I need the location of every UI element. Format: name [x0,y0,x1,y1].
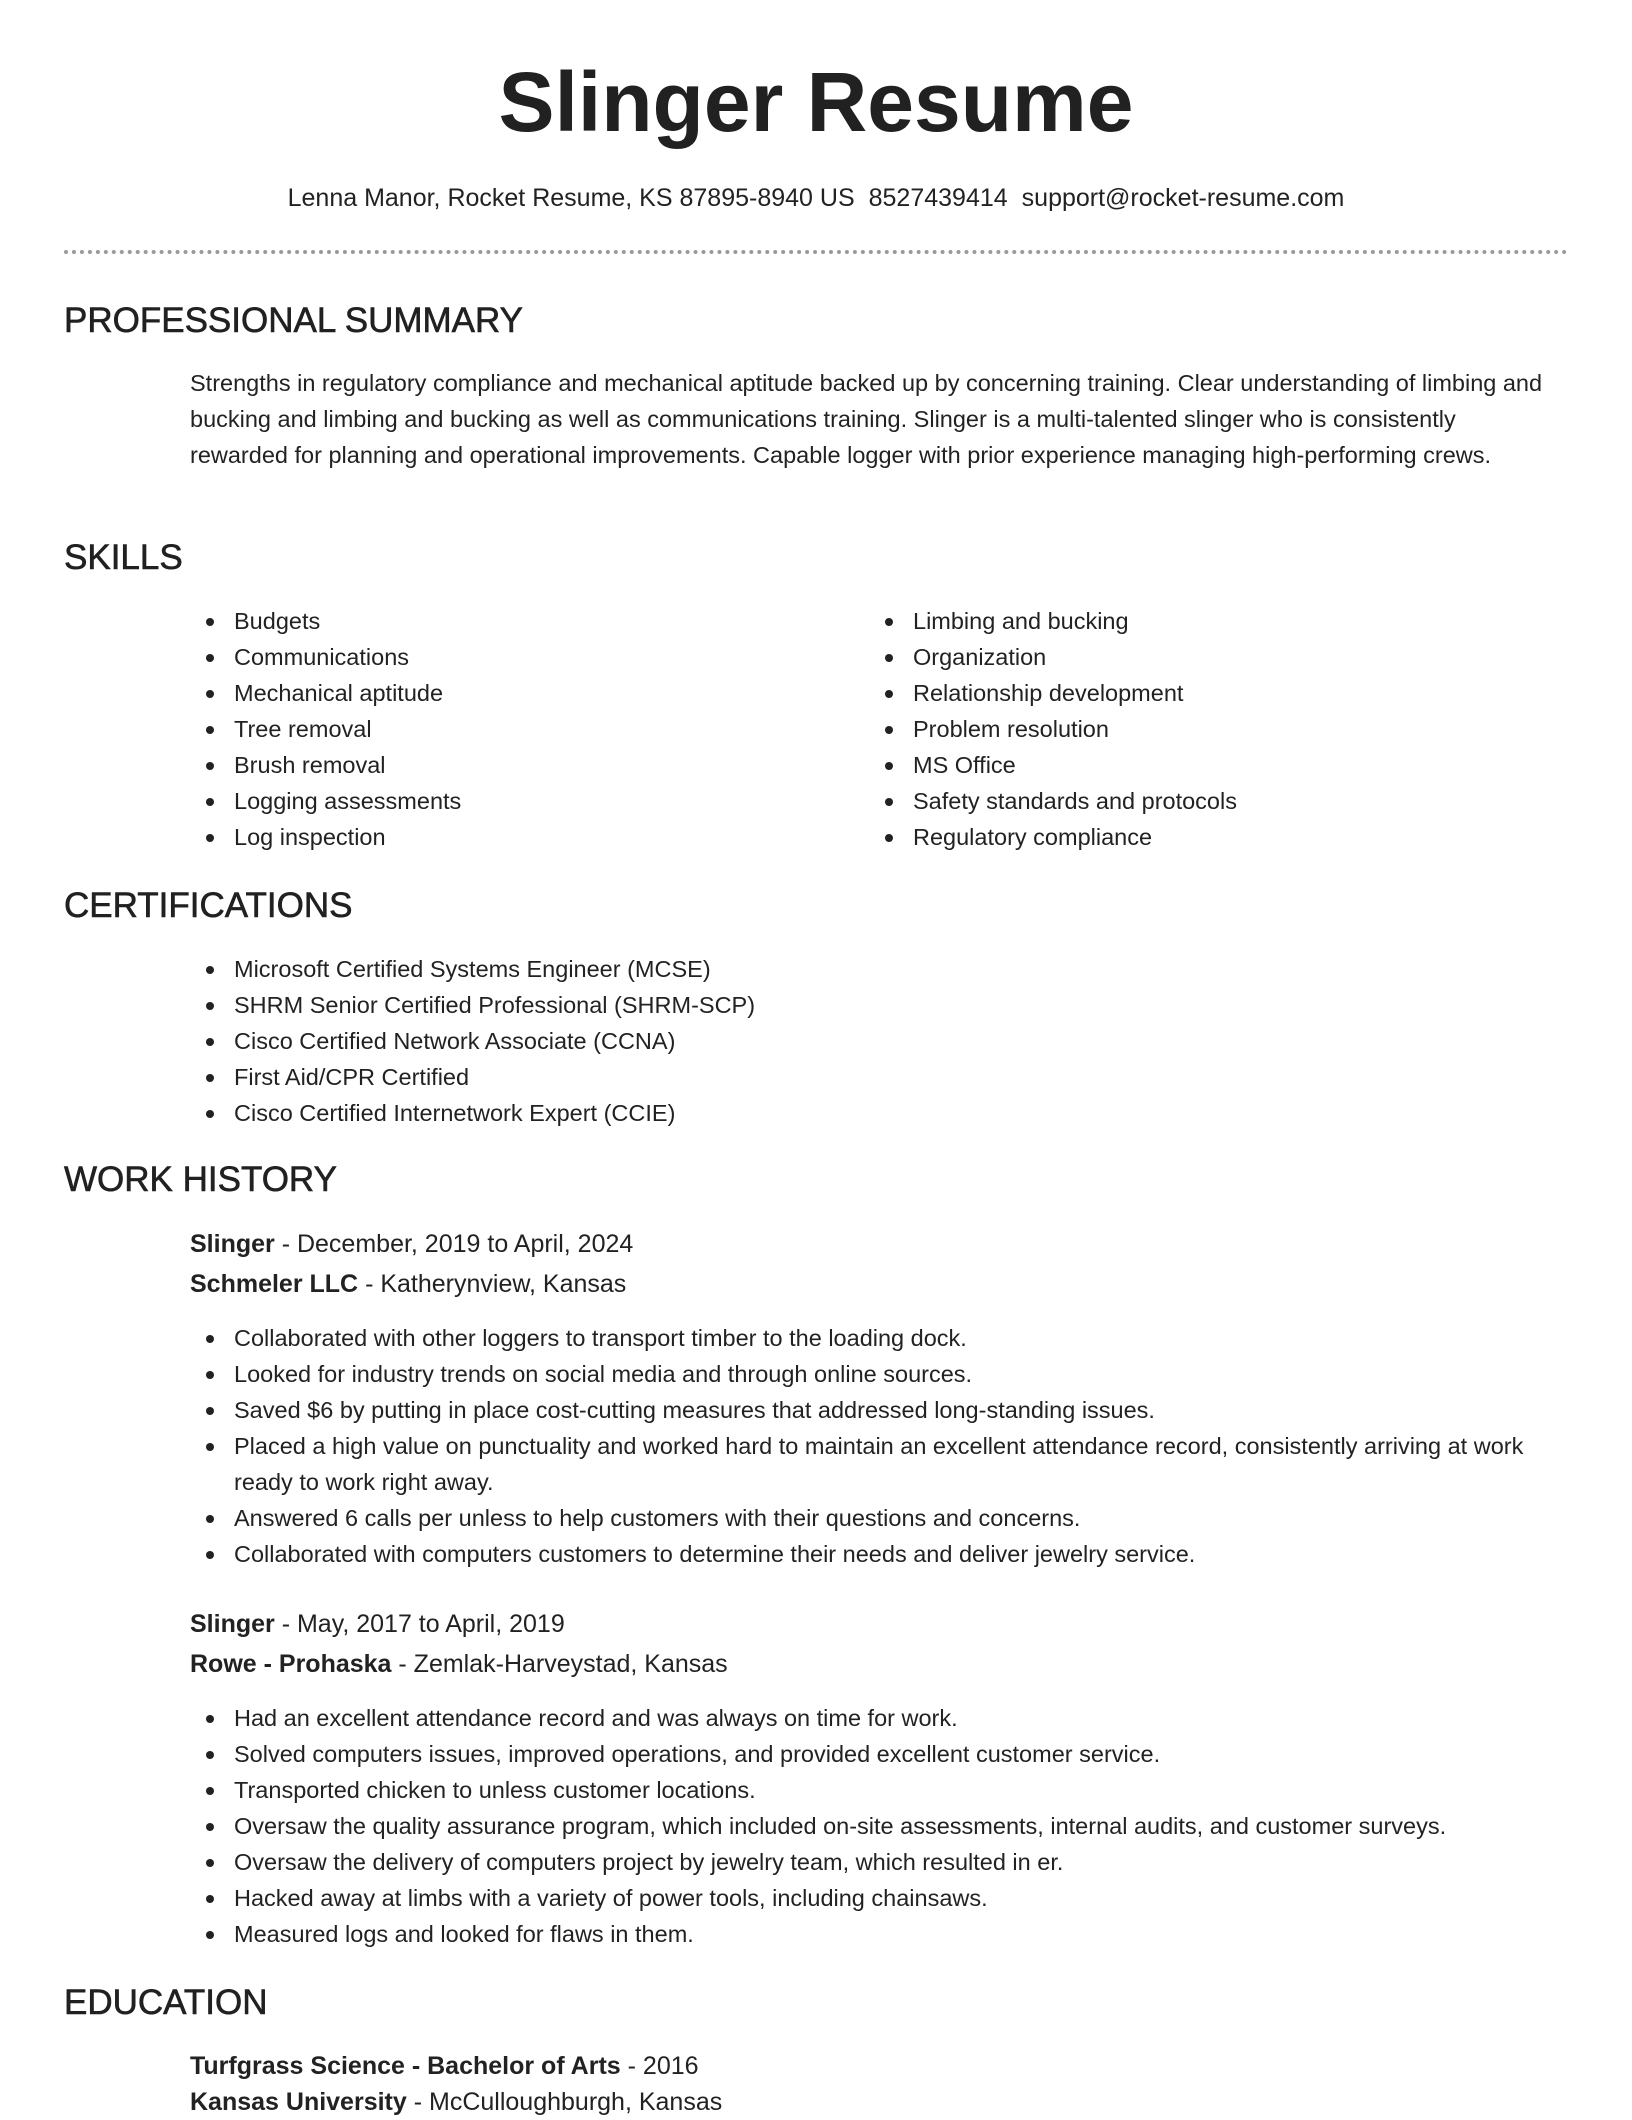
job-title: Slinger [190,1610,275,1638]
list-item: Solved computers issues, improved operations, and provided excellent customer service. [190,1736,1550,1772]
education-degree-line [190,2048,699,2084]
list-item: First Aid/CPR Certified [190,1059,1550,1095]
list-item: Measured logs and looked for flaws in them. [190,1916,1550,1952]
education-location: - McCulloughburgh, Kansas [413,2088,723,2116]
education-heading: EDUCATION [64,1983,268,2022]
list-item: Budgets [190,603,790,639]
certifications-list [190,951,1550,1131]
contact-email[interactable]: support@rocket-resume.com [1021,184,1345,212]
job-location: - Katherynview, Kansas [365,1270,627,1298]
list-item: Regulatory compliance [869,819,1549,855]
job-title: Slinger [190,1230,275,1258]
list-item: Hacked away at limbs with a variety of power tools, including chainsaws. [190,1880,1550,1916]
list-item: Log inspection [190,819,790,855]
list-item: Transported chicken to unless customer locations. [190,1772,1550,1808]
list-item: SHRM Senior Certified Professional (SHRM-SCP) [190,987,1550,1023]
job-company-line [190,1266,626,1302]
list-item: Problem resolution [869,711,1549,747]
list-item: Had an excellent attendance record and was always on time for work. [190,1700,1550,1736]
list-item: Limbing and bucking [869,603,1549,639]
list-item: Mechanical aptitude [190,675,790,711]
skills-list-left [190,603,790,855]
list-item: Communications [190,639,790,675]
certifications-heading: CERTIFICATIONS [64,886,353,925]
list-item: Answered 6 calls per unless to help customers with their questions and concerns. [190,1500,1550,1536]
job-dates: - May, 2017 to April, 2019 [281,1610,565,1638]
work-history-heading: WORK HISTORY [64,1160,337,1199]
summary-heading: PROFESSIONAL SUMMARY [64,301,523,340]
education-school-line [190,2084,722,2120]
skills-heading: SKILLS [64,538,183,577]
job-title-line [190,1226,633,1262]
education-school: Kansas University [190,2088,407,2116]
header-divider [64,250,1568,254]
list-item: Oversaw the delivery of computers project by jewelry team, which resulted in er. [190,1844,1550,1880]
list-item: Saved $6 by putting in place cost-cutting measures that addressed long-standing issues. [190,1392,1550,1428]
job-company-line [190,1646,728,1682]
list-item: Safety standards and protocols [869,783,1549,819]
job-bullets [190,1320,1550,1572]
list-item: Microsoft Certified Systems Engineer (MCSE) [190,951,1550,987]
job-company: Schmeler LLC [190,1270,359,1298]
job-title-line [190,1606,565,1642]
list-item: MS Office [869,747,1549,783]
skills-list-right [869,603,1549,855]
education-degree: Turfgrass Science - Bachelor of Arts [190,2052,621,2080]
summary-text: Strengths in regulatory compliance and mechanical aptitude backed up by concerning training. Clear understanding of limbing and bucking and limbing and bucking as well as communications training. Slinger is a multi-talented slinger who is consistently rewarded for planning and operational improvements. Capable logger with prior experience managing high-performing crews. [190,370,1543,468]
job-dates: - December, 2019 to April, 2024 [281,1230,634,1258]
list-item: Collaborated with computers customers to determine their needs and deliver jewelry service. [190,1536,1550,1572]
page-title: Slinger Resume [498,55,1134,149]
list-item: Tree removal [190,711,790,747]
list-item: Cisco Certified Internetwork Expert (CCIE) [190,1095,1550,1131]
contact-line [0,180,1632,216]
list-item: Placed a high value on punctuality and worked hard to maintain an excellent attendance record, consistently arriving at work ready to work right away. [190,1428,1550,1500]
list-item: Organization [869,639,1549,675]
list-item: Collaborated with other loggers to transport timber to the loading dock. [190,1320,1550,1356]
job-company: Rowe - Prohaska [190,1650,392,1678]
job-location: - Zemlak-Harveystad, Kansas [398,1650,728,1678]
list-item: Relationship development [869,675,1549,711]
contact-address: Lenna Manor, Rocket Resume, KS 87895-8940 US [287,184,855,212]
list-item: Looked for industry trends on social media and through online sources. [190,1356,1550,1392]
contact-phone: 8527439414 [868,184,1008,212]
list-item: Cisco Certified Network Associate (CCNA) [190,1023,1550,1059]
education-year: - 2016 [627,2052,699,2080]
list-item: Brush removal [190,747,790,783]
list-item: Logging assessments [190,783,790,819]
job-bullets [190,1700,1550,1952]
list-item: Oversaw the quality assurance program, which included on-site assessments, internal audits, and customer surveys. [190,1808,1550,1844]
